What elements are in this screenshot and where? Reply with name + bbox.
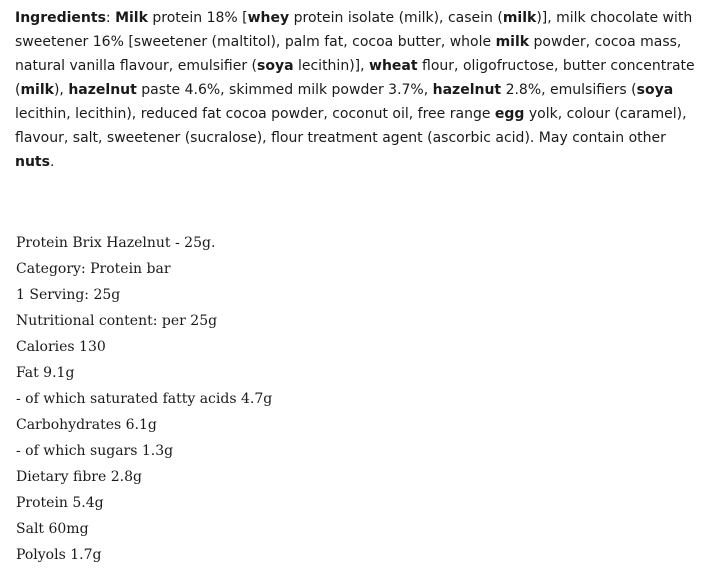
nutrition-fact-line: Protein Brix Hazelnut - 25g. [16,235,216,251]
ingredient-highlight: wheat [369,58,418,74]
nutrition-fact-line: Carbohydrates 6.1g [16,417,157,433]
ingredient-text: )], milk chocolate with sweetener 16% [sweetener (maltitol), palm fat, cocoa butter, whole [15,10,693,50]
ingredient-text: lecithin, lecithin), reduced fat cocoa powder, coconut oil, free range [15,106,495,122]
nutrition-fact-line: Polyols 1.7g [16,547,102,563]
ingredient-text: ), [53,82,69,98]
nutrition-fact-line: Dietary fibre 2.8g [16,469,142,485]
nutrition-fact-line: - of which saturated fatty acids 4.7g [16,391,273,407]
ingredients-paragraph [15,6,699,174]
ingredient-highlight: milk [502,10,537,26]
ingredient-text: paste 4.6%, skimmed milk powder 3.7%, [136,82,433,98]
nutrition-facts-list [16,230,272,568]
ingredient-highlight: soya [636,82,674,98]
ingredient-text: protein 18% [ [147,10,248,26]
ingredient-text: 2.8%, emulsifiers ( [501,82,637,98]
nutrition-fact-line: Category: Protein bar [16,261,171,277]
ingredient-highlight: hazelnut [432,82,502,98]
ingredient-text: : [105,10,116,26]
nutrition-fact-line: Fat 9.1g [16,365,75,381]
ingredient-text: flour, oligofructose, butter concentrate ( [15,58,695,98]
nutrition-fact-line: Salt 60mg [16,521,89,537]
ingredient-highlight: egg [494,106,525,122]
ingredient-highlight: Milk [115,10,148,26]
nutrition-fact-line: Protein 5.4g [16,495,104,511]
ingredient-text: protein isolate (milk), casein ( [289,10,503,26]
ingredient-text: . [49,154,55,170]
ingredient-highlight: whey [247,10,290,26]
ingredient-highlight: Ingredients [15,10,106,26]
ingredient-text: lecithin)], [293,58,370,74]
nutrition-fact-line: Calories 130 [16,339,106,355]
nutrition-fact-line: Nutritional content: per 25g [16,313,218,329]
nutrition-fact-line: 1 Serving: 25g [16,287,121,303]
nutrition-fact-line: - of which sugars 1.3g [16,443,174,459]
ingredient-highlight: nuts [15,154,50,170]
ingredient-highlight: milk [495,34,530,50]
ingredient-highlight: soya [257,58,294,74]
ingredient-highlight: milk [20,82,54,98]
ingredient-text: yolk, colour (caramel), flavour, salt, sweetener (sucralose), flour treatment agent (ascorbic acid). May contain other [15,106,687,146]
ingredient-text: powder, cocoa mass, natural vanilla flavour, emulsifier ( [15,34,682,74]
ingredient-highlight: hazelnut [68,82,137,98]
